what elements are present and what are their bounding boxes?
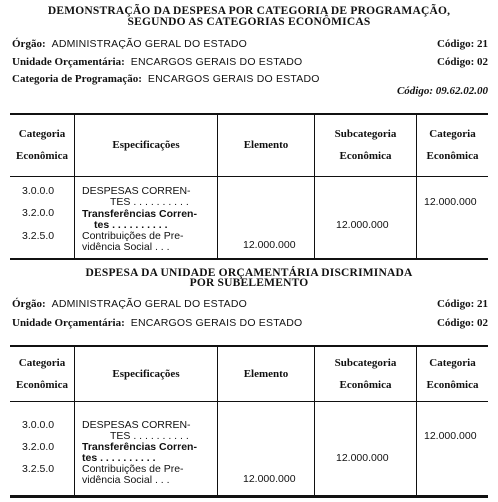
section1-title-line2: SEGUNDO AS CATEGORIAS ECONÔMICAS (127, 16, 371, 28)
unidade-value: ENCARGOS GERAIS DO ESTADO (130, 56, 303, 68)
spec-contrib-l2: vidência Social . . . (82, 241, 170, 253)
spec-transf-l2: tes . . . . . . . . . . (82, 452, 156, 464)
orgao-code: Código: 21 (436, 38, 488, 50)
code-3250: 3.2.5.0 (22, 463, 55, 475)
spec-despesas-l1: DESPESAS CORREN- (82, 185, 191, 197)
header-elemento: Elemento (243, 139, 289, 151)
header-especificacoes: Especificações (112, 368, 180, 380)
section2-table (10, 345, 488, 499)
elemento-value: 12.000.000 (243, 239, 296, 251)
unidade-label: Unidade Orçamentária: (12, 56, 125, 68)
header-categoria-economica: Categoria Econômica (16, 357, 68, 391)
header-categoria-economica: Categoria Econômica (16, 128, 68, 162)
section1-orgao-row (12, 38, 488, 51)
spec-transf-l2: tes . . . . . . . . . . (94, 219, 168, 231)
header-elemento: Elemento (243, 368, 289, 380)
section1-title-line1: DEMONSTRAÇÃO DA DESPESA POR CATEGORIA DE PROGRAMAÇÃO, (47, 5, 451, 17)
code-3200: 3.2.0.0 (22, 441, 55, 453)
header-categoria-economica-2: Categoria Econômica (426, 128, 479, 162)
subcategoria-value: 12.000.000 (336, 452, 389, 464)
section2-unidade-row (12, 317, 488, 330)
code-3000: 3.0.0.0 (22, 419, 55, 431)
unidade-label: Unidade Orçamentária: (12, 317, 125, 329)
spec-contrib-l2: vidência Social . . . (82, 474, 170, 486)
spec-despesas-l2: TES . . . . . . . . . . (110, 196, 189, 208)
unidade-value: ENCARGOS GERAIS DO ESTADO (130, 317, 303, 329)
spec-contrib-l1: Contribuições de Pre- (82, 463, 184, 475)
section1-table (10, 113, 488, 260)
categoria-value: 12.000.000 (424, 196, 477, 208)
code-3250: 3.2.5.0 (22, 230, 55, 242)
elemento-value: 12.000.000 (243, 473, 296, 485)
subcategoria-value: 12.000.000 (336, 219, 389, 231)
orgao-code: Código: 21 (436, 298, 488, 310)
code-3000: 3.0.0.0 (22, 185, 55, 197)
header-categoria-economica-2: Categoria Econômica (426, 357, 479, 391)
code-3200: 3.2.0.0 (22, 207, 55, 219)
header-subcategoria: Subcategoria Econômica (334, 128, 397, 162)
header-subcategoria: Subcategoria Econômica (334, 357, 397, 391)
spec-contrib-l1: Contribuições de Pre- (82, 230, 184, 242)
categoria-code: Código: 09.62.02.00 (396, 85, 488, 97)
header-especificacoes: Especificações (112, 139, 180, 151)
spec-transf-l1: Transferências Corren- (82, 208, 197, 220)
section2-orgao-row (12, 298, 488, 311)
unidade-code: Código: 02 (436, 56, 488, 68)
spec-despesas-l1: DESPESAS CORREN- (82, 419, 191, 431)
categoria-value: 12.000.000 (424, 430, 477, 442)
section2-title-line1: DESPESA DA UNIDADE ORÇAMENTÁRIA DISCRIMINADA (85, 267, 413, 279)
categoria-label: Categoria de Programação: (12, 73, 142, 85)
section1-unidade-row (12, 56, 488, 69)
orgao-value: ADMINISTRAÇÃO GERAL DO ESTADO (51, 38, 248, 50)
unidade-code: Código: 02 (436, 317, 488, 329)
spec-despesas-l2: TES . . . . . . . . . . (110, 430, 189, 442)
spec-transf-l1: Transferências Corren- (82, 441, 197, 453)
orgao-label: Órgão: (12, 38, 46, 50)
categoria-value: ENCARGOS GERAIS DO ESTADO (147, 73, 320, 85)
orgao-label: Órgão: (12, 298, 46, 310)
section2-title-line2: POR SUBELEMENTO (189, 277, 309, 289)
orgao-value: ADMINISTRAÇÃO GERAL DO ESTADO (51, 298, 248, 310)
